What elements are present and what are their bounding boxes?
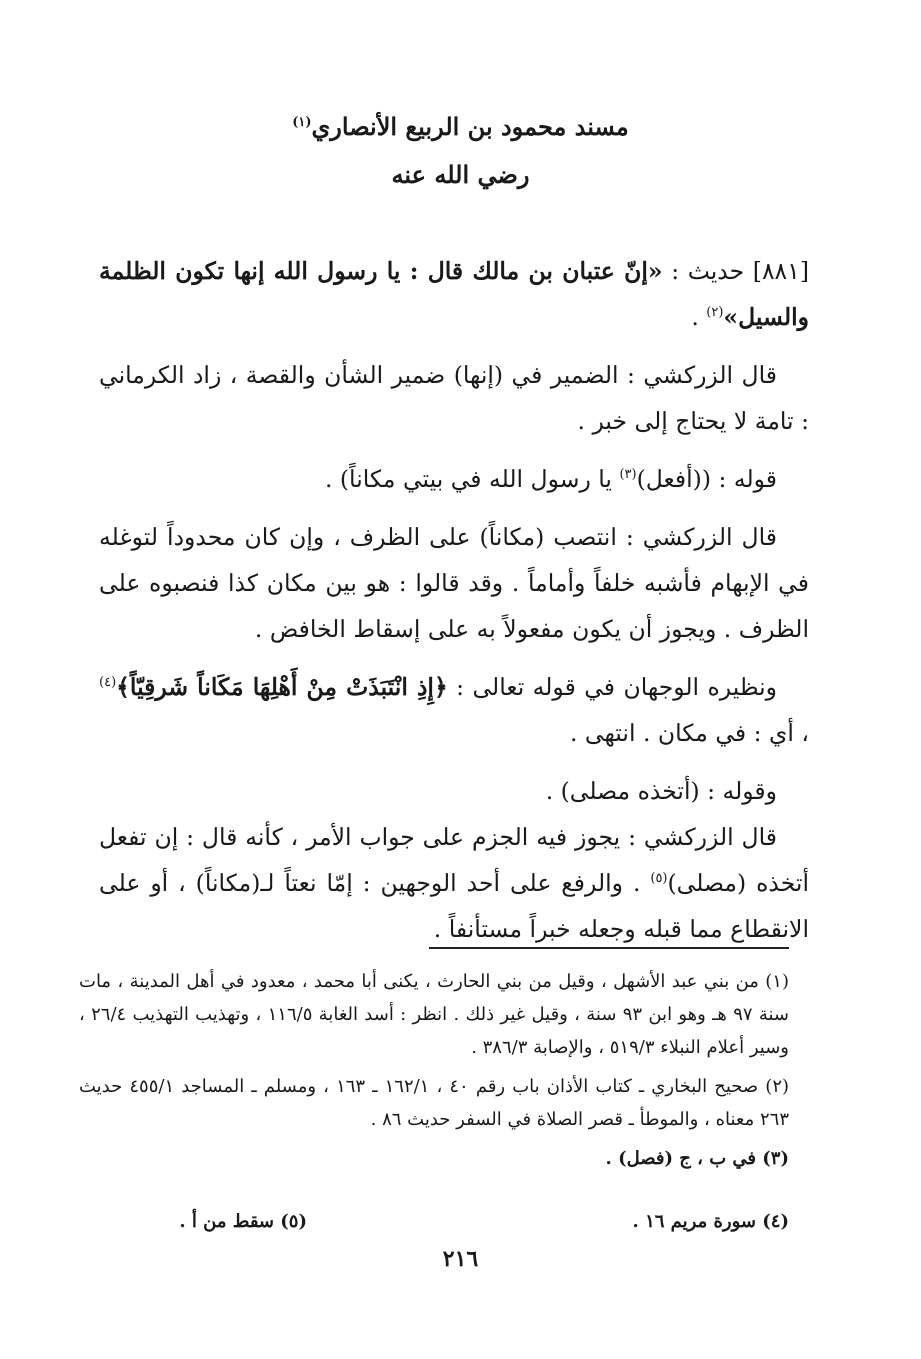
hadith-line [99,248,809,340]
quote-1 [99,456,809,502]
paragraph-4-footnote-ref: (٥) [650,871,668,887]
paragraph-3-a: ونظيره الوجهان في قوله تعالى : [447,673,777,701]
footnote-2: (٢) صحيح البخاري ـ كتاب الأذان باب رقم ٤٠ ، ١٦٢/١ ـ ١٦٣ ، ومسلم ـ المساجد ٤٥٥/١ حديث ٢٦٣ معناه ، والموطأ ـ قصر الصلاة في السفر حديث ٨٦ . [79,1076,790,1130]
quote-1-b: يا رسول الله في بيتي مكاناً) . [324,465,620,493]
footnote-1: (١) من بني عبد الأشهل ، وقيل من بني الحارث ، يكنى أبا محمد ، معدود في أهل المدينة ، مات سنة ٩٧ هـ وهو ابن ٩٣ سنة ، وقيل غير ذلك . انظر : أسد الغابة ١١٦/٥ ، وتهذيب التهذيب ٢٦/٤ ، وسير أعلام النبلاء ٥١٩/٣ ، والإصابة ٣٨٦/٣ . [79,971,790,1058]
hadith-end: . [691,303,699,331]
footnote-4: (٤) سورة مريم ١٦ . [632,1211,789,1232]
footnote-divider [429,947,789,949]
footnote-3: (٣) في ب ، ج (فصل) . [605,1148,789,1169]
page-number: ٢١٦ [442,1246,479,1272]
hadith-text: «إنّ عتبان بن مالك قال : يا رسول الله إنها تكون الظلمة والسيل» [99,257,809,331]
hadith-intro: حديث : [671,257,745,285]
hadith-number: [٨٨١] [752,257,809,285]
paragraph-3 [99,664,809,756]
title-footnote-ref: (١) [292,115,312,130]
footnotes [79,965,789,1175]
quote-2: وقوله : (أتخذه مصلى) . [545,777,777,805]
page-title [0,112,921,141]
main-text [99,248,809,952]
paragraph-1: قال الزركشي : الضمير في (إنها) ضمير الشأن والقصة ، زاد الكرماني : تامة لا يحتاج إلى خبر . [99,361,809,435]
page-subtitle: رضي الله عنه [391,160,530,189]
paragraph-2: قال الزركشي : انتصب (مكاناً) على الظرف ، وإن كان محدوداً لتوغله في الإبهام فأشبه خلفاً وأماماً . وقد قالوا : هو بين مكان كذا فنصبوه على الظرف . ويجوز أن يكون مفعولاً به على إسقاط الخافض . [99,523,809,643]
quran-verse: ﴿إِذِ انْتَبَذَتْ مِنْ أَهْلِهَا مَكَاناً شَرقِيّاً﴾ [116,673,448,701]
paragraph-4-a: قال الزركشي : يجوز فيه الجزم على جواب الأمر ، كأنه قال : إن تفعل أتخذه (مصلى) [99,823,809,897]
hadith-footnote-ref: (٢) [706,305,724,321]
footnote-5: (٥) سقط من أ . [179,1211,307,1232]
quote-1-a: قوله : ((أفعل) [636,465,777,493]
quote-1-footnote-ref: (٣) [619,467,637,483]
paragraph-4 [99,814,809,952]
title-text: مسند محمود بن الربيع الأنصاري [311,112,629,141]
paragraph-4-b: . والرفع على أحد الوجهين : إمّا نعتاً لـ(مكاناً) ، أو على الانقطاع مما قبله وجعله خبراً مستأنفاً . [99,869,809,943]
paragraph-3-b: ، أي : في مكان . انتهى . [569,719,809,747]
paragraph-3-footnote-ref: (٤) [99,675,117,691]
